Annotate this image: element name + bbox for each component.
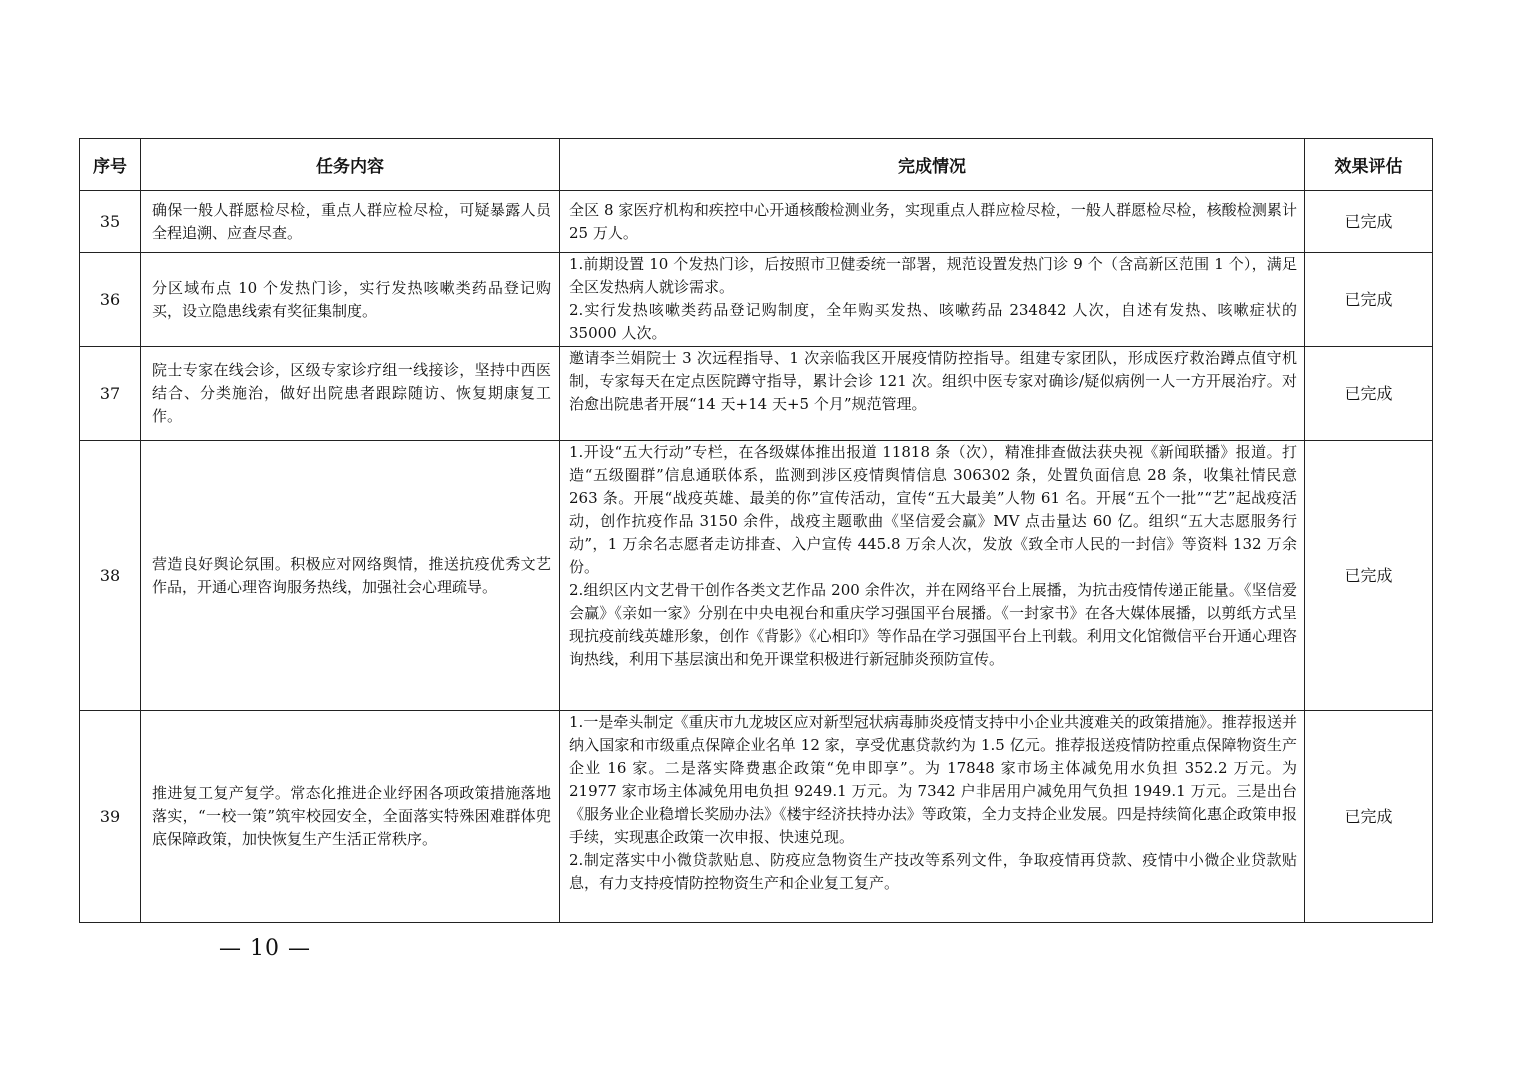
row-task: 分区域布点 10 个发热门诊，实行发热咳嗽类药品登记购买，设立隐患线索有奖征集制度。 <box>141 253 560 347</box>
header-completion: 完成情况 <box>560 139 1305 191</box>
table-row <box>80 441 1433 711</box>
completion-paragraph: 2.组织区内文艺骨干创作各类文艺作品 200 余件次，并在网络平台上展播，为抗击疫情传递正能量。《坚信爱会赢》《亲如一家》分别在中央电视台和重庆学习强国平台展播。《一封家书》在各大媒体展播，以剪纸方式呈现抗疫前线英雄形象，创作《背影》《心相印》等作品在学习强国平台上刊载。利用文化馆微信平台开通心理咨询热线，利用下基层演出和免开课堂积极进行新冠肺炎预防宣传。 <box>569 581 1297 668</box>
completion-paragraph: 1.前期设置 10 个发热门诊，后按照市卫健委统一部署，规范设置发热门诊 9 个（含高新区范围 1 个），满足全区发热病人就诊需求。 <box>569 255 1297 296</box>
table-row <box>80 347 1433 441</box>
row-seq: 39 <box>80 711 141 923</box>
row-completion <box>560 253 1305 347</box>
row-completion <box>560 191 1305 253</box>
row-evaluation: 已完成 <box>1305 191 1433 253</box>
completion-paragraph: 邀请李兰娟院士 3 次远程指导、1 次亲临我区开展疫情防控指导。组建专家团队，形成医疗救治蹲点值守机制，专家每天在定点医院蹲守指导，累计会诊 121 次。组织中医专家对确诊/疑似病例一人一方开展治疗。对治愈出院患者开展“14 天+14 天+5 个月”规范管理。 <box>569 349 1297 413</box>
row-evaluation: 已完成 <box>1305 347 1433 441</box>
row-seq: 38 <box>80 441 141 711</box>
header-evaluation: 效果评估 <box>1305 139 1433 191</box>
completion-paragraph: 2.实行发热咳嗽类药品登记购制度，全年购买发热、咳嗽药品 234842 人次，自述有发热、咳嗽症状的 35000 人次。 <box>569 301 1297 342</box>
completion-paragraph: 1.开设“五大行动”专栏，在各级媒体推出报道 11818 条（次），精准排查做法获央视《新闻联播》报道。打造“五级圈群”信息通联体系，监测到涉区疫情舆情信息 306302 条，处置负面信息 28 条，收集社情民意 263 条。开展“战疫英雄、最美的你”宣传活动，宣传“五大最美”人物 61 名。开展“五个一批”“艺”起战疫活动，创作抗疫作品 3150 余件，战疫主题歌曲《坚信爱会赢》MV 点击量达 60 亿。组织“五大志愿服务行动”，1 万余名志愿者走访排查、入户宣传 445.8 万余人次，发放《致全市人民的一封信》等资料 132 万余份。 <box>569 443 1297 576</box>
header-task: 任务内容 <box>141 139 560 191</box>
row-task: 院士专家在线会诊，区级专家诊疗组一线接诊，坚持中西医结合、分类施治，做好出院患者跟踪随访、恢复期康复工作。 <box>141 347 560 441</box>
table-row <box>80 191 1433 253</box>
header-seq: 序号 <box>80 139 141 191</box>
table-row <box>80 253 1433 347</box>
task-completion-table <box>79 138 1433 923</box>
row-completion <box>560 711 1305 923</box>
row-evaluation: 已完成 <box>1305 441 1433 711</box>
completion-paragraph: 1.一是牵头制定《重庆市九龙坡区应对新型冠状病毒肺炎疫情支持中小企业共渡难关的政策措施》。推荐报送并纳入国家和市级重点保障企业名单 12 家，享受优惠贷款约为 1.5 亿元。推荐报送疫情防控重点保障物资生产企业 16 家。二是落实降费惠企政策“免申即享”。为 17848 家市场主体减免用水负担 352.2 万元。为 21977 家市场主体减免用电负担 9249.1 万元。为 7342 户非居用户减免用气负担 1949.1 万元。三是出台《服务业企业稳增长奖励办法》《楼宇经济扶持办法》等政策，全力支持企业发展。四是持续简化惠企政策申报手续，实现惠企政策一次申报、快速兑现。 <box>569 713 1297 846</box>
table-header-row <box>80 139 1433 191</box>
row-seq: 36 <box>80 253 141 347</box>
row-task: 确保一般人群愿检尽检，重点人群应检尽检，可疑暴露人员全程追溯、应查尽查。 <box>141 191 560 253</box>
row-completion <box>560 441 1305 711</box>
completion-paragraph: 2.制定落实中小微贷款贴息、防疫应急物资生产技改等系列文件，争取疫情再贷款、疫情中小微企业贷款贴息，有力支持疫情防控物资生产和企业复工复产。 <box>569 851 1297 892</box>
row-task: 营造良好舆论氛围。积极应对网络舆情，推送抗疫优秀文艺作品，开通心理咨询服务热线，加强社会心理疏导。 <box>141 441 560 711</box>
row-evaluation: 已完成 <box>1305 253 1433 347</box>
row-seq: 35 <box>80 191 141 253</box>
table-row <box>80 711 1433 923</box>
row-completion <box>560 347 1305 441</box>
row-seq: 37 <box>80 347 141 441</box>
row-evaluation: 已完成 <box>1305 711 1433 923</box>
completion-paragraph: 全区 8 家医疗机构和疾控中心开通核酸检测业务，实现重点人群应检尽检，一般人群愿检尽检，核酸检测累计 25 万人。 <box>569 200 1297 242</box>
row-task: 推进复工复产复学。常态化推进企业纾困各项政策措施落地落实，“一校一策”筑牢校园安全，全面落实特殊困难群体兜底保障政策，加快恢复生产生活正常秩序。 <box>141 711 560 923</box>
page-number: — 10 — <box>219 936 311 961</box>
